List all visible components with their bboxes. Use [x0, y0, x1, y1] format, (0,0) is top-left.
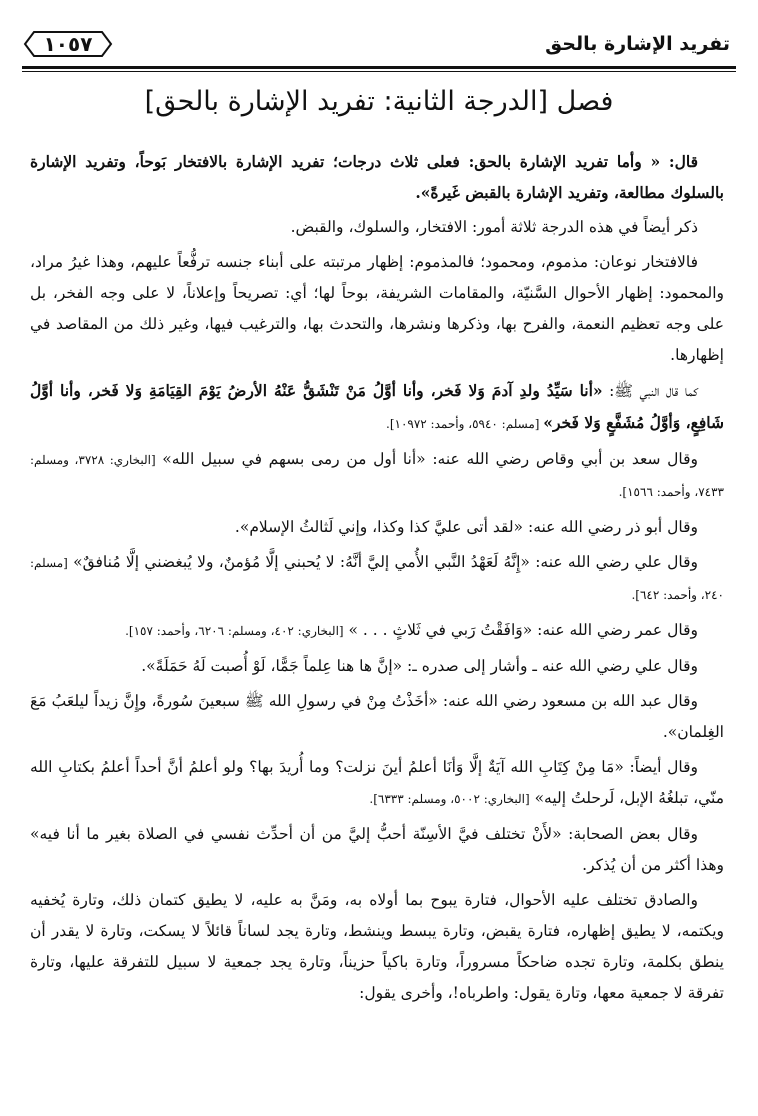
section-title: فصل [الدرجة الثانية: تفريد الإشارة بالحق]	[144, 86, 614, 117]
saad-text: وقال سعد بن أبي وقاص رضي الله عنه: «أنا أول من رمى بسهم في سبيل الله»	[155, 450, 698, 468]
header-rule	[22, 66, 736, 69]
running-title: تفريد الإشارة بالحق	[545, 33, 730, 55]
paragraph-companions: وقال بعض الصحابة: «لأَنْ تختلف فيَّ الأسِنّة أحبُّ إليَّ من أن أحدِّث نفسي في الصلاة بغير ما أنا فيه» وهذا أكثر من أن يُذكر.	[30, 825, 724, 874]
paragraph-umar	[30, 615, 724, 647]
umar-reference: [البخاري: ٤٠٢، ومسلم: ٦٢٠٦، وأحمد: ١٥٧].	[125, 624, 344, 638]
paragraph-saad	[30, 444, 724, 508]
ali-text: وقال علي رضي الله عنه: «إِنَّهُ لَعَهْدُ النَّبي الأُمي إليَّ أنَّهُ: لا يُحبني إلَّا مُؤمنٌ، ولا يُبغضني إلَّا مُنافقٌ»	[67, 553, 698, 571]
paragraph-quote-intro: قال: « وأما تفريد الإشارة بالحق: فعلى ثلاث درجات؛ تفريد الإشارة بالافتخار بَوحاً، وتفريد الإشارة بالسلوك مطالعة، وتفريد الإشارة بالقبض غَيرةً».	[30, 152, 724, 202]
paragraph-hadith-prophet	[30, 375, 724, 440]
paragraph-abu-dhar: وقال أبو ذر رضي الله عنه: «لقد أتى عليَّ كذا وكذا، وإني لَثالثُ الإسلام».	[234, 518, 698, 536]
paragraph-iftikhar: فالافتخار نوعان: مذموم، ومحمود؛ فالمذموم: إظهار مرتبته على أبناء جنسه ترفُّعاً عليهم، وهذا غيرُ مراد، والمحمود: إظهار الأحوال السَّنيّة، والمقامات الشريفة، بوحاً لها؛ أي: تصريحاً وإعلاناً، لا على وجه الفخر، بل على وجه تعظيم النعمة، والفرح بها، وذكرها ونشرها، والتحدث بها، والترغيب فيها، وغير ذلك من المقاصد في إظهارها.	[30, 253, 724, 364]
page-number-text: ١٠٥٧	[43, 32, 93, 56]
paragraph-ibn-masud: وقال عبد الله بن مسعود رضي الله عنه: «أخَذْتُ مِنْ في رسولِ الله ﷺ سبعينَ سُورةً، وإِنَّ زيداً ليلعَبُ مَعَ الغِلمان».	[30, 692, 724, 741]
running-header	[22, 22, 730, 66]
hadith-quote: «أنا سَيِّدُ ولدِ آدمَ وَلا فَخر، وأنا أوَّلُ مَنْ تَنْشَقُّ عَنْهُ الأرضُ يَوْمَ القِيَامَةِ وَلا فَخر، وأنا أوَّلُ شَافِعٍ، وَأوَّلُ مُشَفَّعٍ وَلا فَخر»	[30, 381, 724, 432]
saad-reference: [البخاري: ٣٧٢٨، ومسلم: ٧٤٣٣، وأحمد: ١٥٦٦].	[30, 453, 724, 499]
ibn-masud-reference: [البخاري: ٥٠٠٢، ومسلم: ٦٣٣٣].	[369, 792, 530, 806]
header-rule-thin	[22, 71, 736, 72]
paragraph-ibn-masud-2	[30, 752, 724, 815]
paragraph-sadiq: والصادق تختلف عليه الأحوال، فتارة يبوح بما أولاه به، ومَنَّ به عليه، لا يطيق كتمان ذلك، وتارة يُخفيه ويكتمه، لا يطيق إظهاره، فتارة يقبض، وتارة يبسط وينشط، وتارة يجد لساناً قائلاً لا يسكت، وتارة لا يقدر أن ينطق بكلمة، وتارة تجده ضاحكاً مسروراً، وتارة باكياً حزيناً، وتارة يجد جمعية لا سبيل للتفرقة عليها، وتارة تفرقة لا جمعية معها، وتارة يقول: واطرباه!، وأخرى يقول:	[30, 891, 724, 1002]
ibn-masud-text: وقال أيضاً: «مَا مِنْ كِتَابِ الله آيَةٌ إلَّا وَأنَا أعلمُ أينَ نزلت؟ وما أُريدَ بها؟ ولو أعلمُ أنَّ أحداً أعلمُ بكتابِ الله منّي، تبلغُهُ الإبل، لَرحلتُ إليه»	[30, 758, 724, 807]
paragraph-ali	[30, 547, 724, 611]
hadith-reference: [مسلم: ٥٩٤٠، وأحمد: ١٠٩٧٢].	[386, 417, 544, 431]
umar-text: وقال عمر رضي الله عنه: «وَافَقْتُ رَبي في ثَلاثٍ . . . »	[343, 621, 698, 639]
page-number	[22, 29, 114, 59]
hadith-intro: كما قال النبي ﷺ:	[602, 382, 698, 400]
ali-reference: [مسلم: ٢٤٠، وأحمد: ٦٤٢].	[30, 556, 724, 602]
paragraph-ali-chest: وقال علي رضي الله عنه ـ وأشار إلى صدره ـ: «إنَّ ها هنا عِلماً جَمًّا، لَوْ أُصبت لَهُ حَمَلَةً».	[141, 657, 698, 675]
body-text	[30, 146, 724, 1009]
paragraph-summary: ذكر أيضاً في هذه الدرجة ثلاثة أمور: الافتخار، والسلوك، والقبض.	[290, 218, 698, 236]
